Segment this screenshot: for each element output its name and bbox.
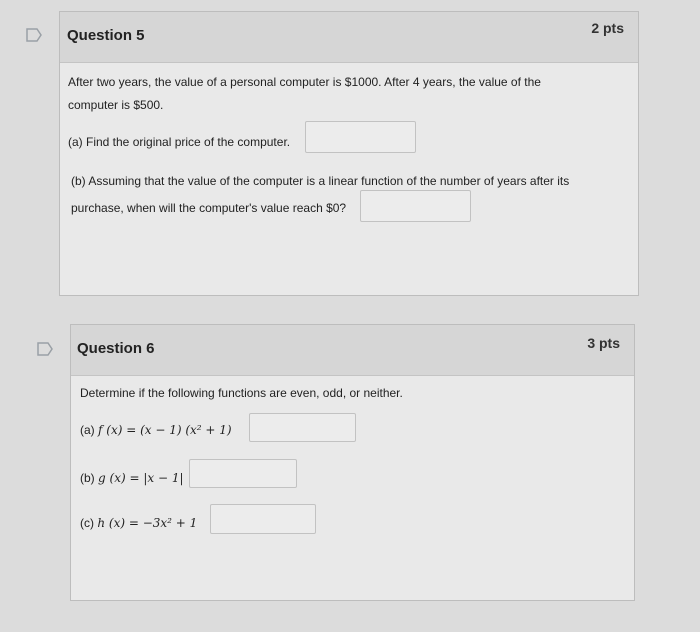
question-6-title: Question 6 bbox=[77, 340, 155, 357]
answer-6b-input[interactable] bbox=[189, 459, 297, 488]
part-label: (b) bbox=[80, 471, 95, 485]
answer-6c-input[interactable] bbox=[210, 504, 316, 534]
part-b-line: purchase, when will the computer's value reach $0? bbox=[71, 201, 347, 215]
flag-icon[interactable] bbox=[26, 28, 42, 42]
prompt-line: After two years, the value of a personal computer is $1000. After 4 years, the value of the bbox=[68, 75, 541, 89]
question-6-part-a bbox=[80, 419, 232, 442]
part-b-line: (b) Assuming that the value of the computer is a linear function of the number of years after its bbox=[71, 174, 570, 188]
question-6-card bbox=[70, 324, 635, 601]
question-6-header bbox=[71, 325, 634, 376]
function-expression: h (x) = −3x² + 1 bbox=[97, 516, 198, 530]
part-label: (a) bbox=[80, 423, 95, 437]
question-5-body bbox=[60, 63, 638, 295]
question-6-prompt: Determine if the following functions are even, odd, or neither. bbox=[80, 386, 403, 400]
question-5-header bbox=[60, 12, 638, 63]
question-5-card bbox=[59, 11, 639, 296]
question-6-part-c bbox=[80, 512, 197, 535]
question-5-part-a: (a) Find the original price of the computer. bbox=[68, 135, 291, 149]
question-5-points: 2 pts bbox=[591, 20, 624, 36]
question-6-part-b bbox=[80, 467, 184, 490]
question-6-points: 3 pts bbox=[587, 335, 620, 351]
function-expression: g (x) = |x − 1| bbox=[98, 471, 184, 485]
answer-6a-input[interactable] bbox=[249, 413, 356, 442]
question-5-part-b bbox=[71, 170, 631, 220]
question-6-body bbox=[71, 376, 634, 600]
function-expression: f (x) = (x − 1) (x² + 1) bbox=[98, 423, 232, 437]
answer-5a-input[interactable] bbox=[305, 121, 416, 153]
prompt-line: computer is $500. bbox=[68, 98, 164, 112]
question-5-prompt bbox=[68, 71, 628, 117]
answer-5b-input[interactable] bbox=[360, 190, 471, 222]
part-label: (c) bbox=[80, 516, 94, 530]
flag-icon[interactable] bbox=[37, 342, 53, 356]
question-5-title: Question 5 bbox=[67, 27, 145, 44]
